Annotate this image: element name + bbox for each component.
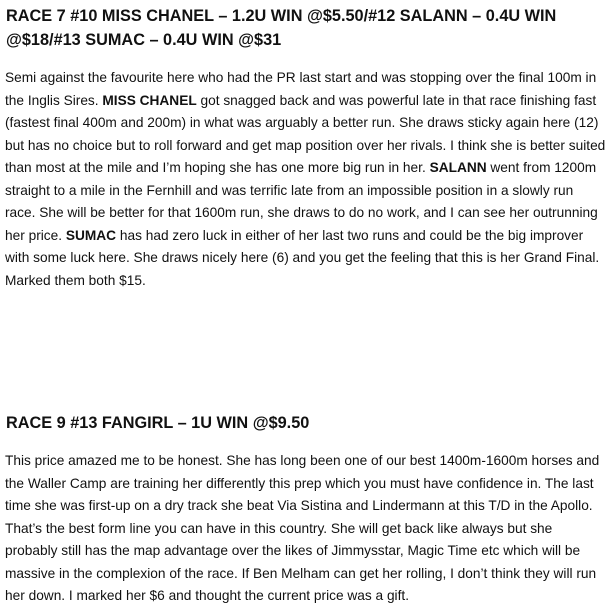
horse-name-miss-chanel: MISS CHANEL — [102, 92, 197, 108]
race-9-analysis-paragraph: This price amazed me to be honest. She has long been one of our best 1400m-1600m horses and the Waller Camp are training her differently this prep which you must have confidence in. The last time she was first-up on a dry track she beat Via Sistina and Lindermann at this T/D in the Apollo. That’s the best form line you can have in this country. She will get back like always but she probably still has the map advantage over the likes of Jimmysstar, Magic Time etc which will be massive in the complexion of the race. If Ben Melham can get her rolling, I don’t think they will run her down. I marked her $6 and thought the current price was a gift. — [5, 453, 600, 603]
race-7-text-segment: has had zero luck in either of her last two runs and could be the big improver with some luck here. She draws nicely here (6) and you get the feeling that this is her Grand Final. Marked them both $15. — [5, 227, 600, 288]
horse-name-salann: SALANN — [429, 160, 487, 175]
race-7-text-segment: got snagged back and was powerful late in that race finishing fast (fastest final 400m and 200m) in what was arguably a better run. She draws sticky again here (12) but has no choice but to roll forward and get map position over her rivals. I think she is better suited than most at the mile and I’m hoping she has one more big run in her. — [5, 92, 606, 175]
race-9-heading: RACE 9 #13 FANGIRL – 1U WIN @$9.50 — [6, 414, 310, 432]
race-7-analysis-paragraph — [5, 67, 606, 292]
horse-name-sumac: SUMAC — [65, 227, 117, 243]
race-7-heading: RACE 7 #10 MISS CHANEL – 1.2U WIN @$5.50/#12 SALANN – 0.4U WIN @$18/#13 SUMAC – 0.4U WIN @$31 — [6, 7, 557, 49]
race-7-text-segment: Semi against the favourite here who had the PR last start and was stopping over the final 100m in the Inglis Sires. — [5, 70, 597, 108]
race-7-text-segment: went from 1200m straight to a mile in the Fernhill and was terrific late from an impossible position in a slowly run race. She will be better for that 1600m run, she draws to do no work, and I can see her outrunning her price. — [5, 160, 598, 243]
